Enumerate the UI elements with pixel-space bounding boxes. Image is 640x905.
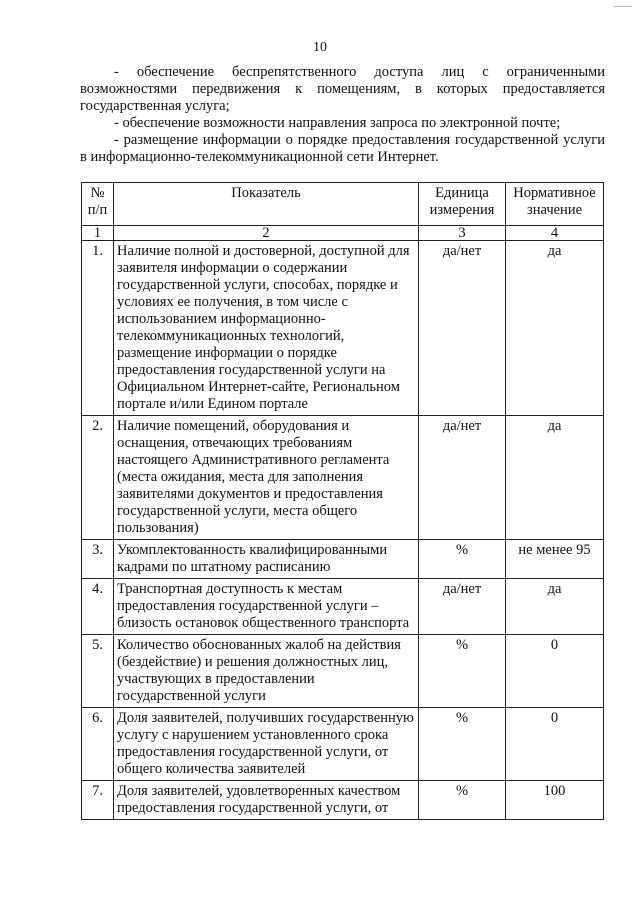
row-indicator: Доля заявителей, получивших государственную услугу с нарушением установленного срока предоставления государственной услуги, от общего количества заявителей <box>114 708 419 781</box>
row-number: 1. <box>82 241 114 416</box>
table-header-row <box>82 183 604 226</box>
row-number: 4. <box>82 579 114 635</box>
header-norm: Нормативное значение <box>506 183 604 226</box>
intro-paragraph: - размещение информации о порядке предоставления государственной услуги в информационно-телекоммуникационной сети Интернет. <box>80 132 605 165</box>
intro-paragraph: - обеспечение возможности направления запроса по электронной почте; <box>114 115 561 131</box>
column-number-row <box>82 226 604 241</box>
table-row <box>82 781 604 820</box>
row-indicator: Доля заявителей, удовлетворенных качеством предоставления государственной услуги, от <box>114 781 419 820</box>
row-unit: да/нет <box>419 241 506 416</box>
row-norm: да <box>506 241 604 416</box>
row-unit: % <box>419 540 506 579</box>
row-indicator: Наличие помещений, оборудования и оснащения, отвечающих требованиям настоящего Административного регламента (места ожидания, места для заполнения заявителями документов и предоставления государственной услуги, места общего пользования) <box>114 416 419 540</box>
row-unit: % <box>419 781 506 820</box>
row-number: 3. <box>82 540 114 579</box>
row-norm: 0 <box>506 708 604 781</box>
row-indicator: Наличие полной и достоверной, доступной для заявителя информации о содержании государственной услуги, способах, порядке и условиях ее получения, в том числе с использованием информационно-телекоммуникационных технологий, размещение информации о порядке предоставления государственной услуги на Официальном Интернет-сайте, Региональном портале и/или Едином портале <box>114 241 419 416</box>
header-indicator: Показатель <box>114 183 419 226</box>
row-indicator: Укомплектованность квалифицированными кадрами по штатному расписанию <box>114 540 419 579</box>
row-number: 6. <box>82 708 114 781</box>
row-number: 2. <box>82 416 114 540</box>
header-unit: Единица измерения <box>419 183 506 226</box>
page-number: 10 <box>313 40 327 55</box>
header-num: № п/п <box>82 183 114 226</box>
column-number: 4 <box>506 226 604 241</box>
row-norm: 0 <box>506 635 604 708</box>
table-row <box>82 579 604 635</box>
column-number: 3 <box>419 226 506 241</box>
intro-text <box>80 64 605 166</box>
row-norm: да <box>506 579 604 635</box>
table-row <box>82 708 604 781</box>
intro-paragraph: - обеспечение беспрепятственного доступа лиц с ограниченными возможностями передвижения к помещениям, в которых предоставляется государственная услуга; <box>80 64 605 114</box>
column-number: 1 <box>82 226 114 241</box>
row-norm: 100 <box>506 781 604 820</box>
row-number: 5. <box>82 635 114 708</box>
row-unit: да/нет <box>419 416 506 540</box>
scan-artifact <box>614 6 632 13</box>
quality-indicators-table <box>81 182 604 820</box>
row-unit: да/нет <box>419 579 506 635</box>
row-norm: да <box>506 416 604 540</box>
row-number: 7. <box>82 781 114 820</box>
row-indicator: Транспортная доступность к местам предоставления государственной услуги – близость остановок общественного транспорта <box>114 579 419 635</box>
table-row <box>82 416 604 540</box>
row-unit: % <box>419 635 506 708</box>
row-norm: не менее 95 <box>506 540 604 579</box>
row-unit: % <box>419 708 506 781</box>
column-number: 2 <box>114 226 419 241</box>
table-row <box>82 635 604 708</box>
table-row <box>82 241 604 416</box>
row-indicator: Количество обоснованных жалоб на действия (бездействие) и решения должностных лиц, участвующих в предоставлении государственной услуги <box>114 635 419 708</box>
table-row <box>82 540 604 579</box>
